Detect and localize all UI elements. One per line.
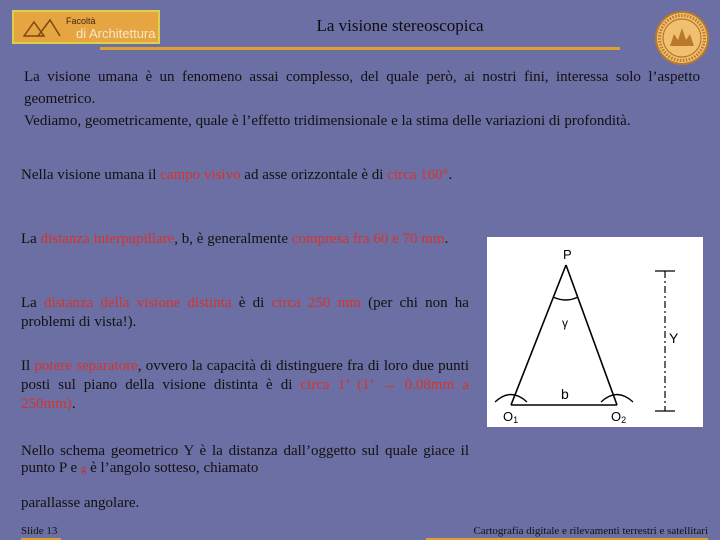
gs-text-3: parallasse angolare. [21, 495, 140, 511]
university-seal-icon [654, 10, 710, 66]
gamma-label: γ [562, 316, 568, 330]
ipd-text-2: , b, è generalmente [174, 231, 292, 247]
fov-text-1: Nella visione umana il [21, 167, 161, 183]
rp-highlight-1: potere separatore [34, 358, 138, 374]
dv-text-2: è di [231, 295, 272, 311]
eye-o1-letter: O [503, 409, 514, 424]
rp-highlight-2: circa 1’ (1’ → 0.08mm a 250mm) [21, 377, 469, 412]
stereo-geometry-figure [487, 237, 703, 427]
geometric-scheme-block [21, 443, 469, 512]
intro-paragraph-1: La visione umana è un fenomeno assai complesso, del quale però, ai nostri fini, interessa solo l’aspetto geometrico. [24, 69, 700, 107]
eye-o2-label [611, 409, 626, 425]
eye-o2-subscript: 2 [621, 415, 627, 425]
parallax-diagram [487, 237, 703, 427]
fov-highlight-1: campo visivo [160, 167, 241, 183]
slide-title: La visione stereoscopica [316, 16, 484, 35]
rp-text-3: . [71, 396, 76, 412]
resolving-power-block [21, 357, 469, 414]
gs-text-2: è l’angolo sotteso, chiamato [86, 460, 259, 476]
architecture-logo-icon [22, 18, 62, 38]
rp-text-2: , ovvero la capacità di distinguere fra di loro due punti posti sul piano della visione distinta è di [21, 358, 470, 393]
eye-o2-letter: O [611, 409, 622, 424]
baseline-b-label: b [561, 386, 569, 402]
intro-paragraph-2: Vediamo, geometricamente, quale è l’effetto tridimensionale e la stima delle variazioni di profondità. [24, 113, 631, 129]
ipd-text-3: . [444, 231, 449, 247]
fov-highlight-2: circa 160° [387, 167, 449, 183]
distinct-vision-block [21, 294, 469, 332]
faculty-logo [12, 10, 160, 44]
course-title: Cartografia digitale e rilevamenti terrestri e satellitari [473, 525, 708, 537]
eye-o1-label [503, 409, 518, 425]
field-of-view-block [21, 166, 469, 185]
dv-highlight-1: distanza della visione distinta [44, 295, 232, 311]
gamma-symbol: g [80, 463, 87, 475]
eye-o1-subscript: 1 [513, 415, 519, 425]
gs-text-1: Nello schema geometrico Y è la distanza dall’oggetto sul quale giace il punto P e [21, 443, 469, 476]
title-underline [100, 47, 620, 50]
distance-y-label: Y [669, 330, 679, 346]
dv-text-3: (per chi non ha problemi di vista!). [21, 295, 469, 330]
right-sight-line [566, 265, 617, 405]
logo-architecture-text: di Architettura [76, 26, 156, 41]
rp-text-1: Il [21, 358, 35, 374]
gamma-angle-arc [553, 297, 578, 300]
ipd-highlight-1: distanza interpupillare [40, 231, 175, 247]
fov-text-2: ad asse orizzontale è di [240, 167, 388, 183]
dv-text-1: La [21, 295, 45, 311]
ipd-text-1: La [21, 231, 41, 247]
point-p-label: P [563, 247, 572, 262]
left-sight-line [511, 265, 566, 405]
dv-highlight-2: circa 250 mm [271, 295, 361, 311]
right-eye-arc [601, 395, 633, 403]
slide-number: Slide 13 [21, 525, 58, 537]
intro-text [24, 66, 700, 132]
ipd-highlight-2: compresa fra 60 e 70 mm [291, 231, 445, 247]
fov-text-3: . [448, 167, 453, 183]
interpupillary-block [21, 230, 469, 249]
left-eye-arc [495, 395, 527, 403]
logo-faculty-text: Facoltà [66, 16, 96, 26]
